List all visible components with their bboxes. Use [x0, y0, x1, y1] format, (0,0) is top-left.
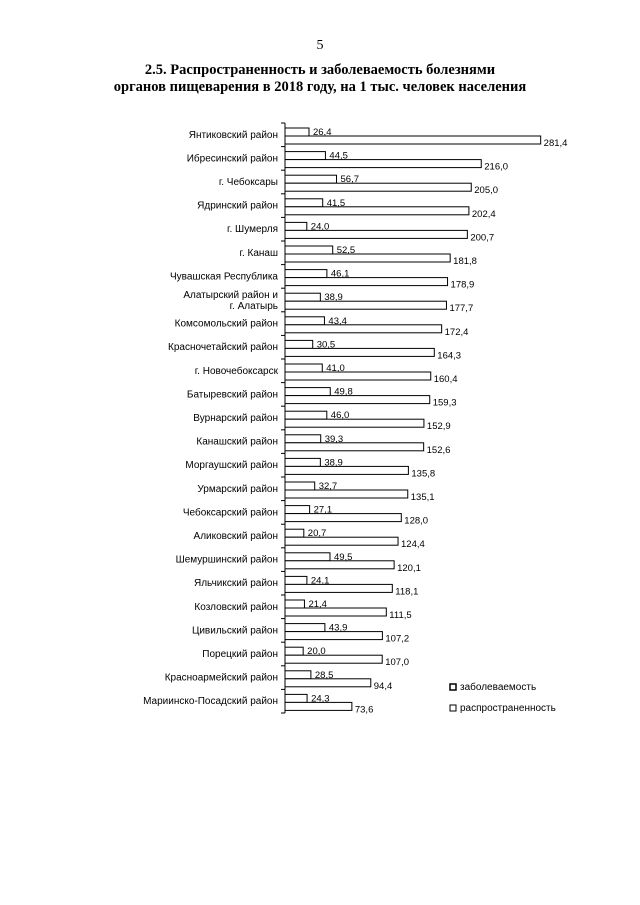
category-label: Яльчикский район — [194, 578, 278, 590]
category-label: Чувашская Республика — [170, 271, 278, 283]
bar-prevalence — [285, 254, 450, 262]
category-label: Чебоксарский район — [182, 507, 278, 519]
category-label: Ядринский район — [197, 200, 278, 212]
data-label-prevalence: 160,4 — [433, 374, 458, 385]
data-label-prevalence: 128,0 — [404, 515, 429, 527]
category-label: Аликовский район — [193, 531, 278, 542]
bar-prevalence — [285, 160, 481, 168]
data-label-prevalence: 152,9 — [426, 421, 451, 433]
bar-incidence — [285, 529, 304, 537]
data-label-prevalence: 124,4 — [401, 539, 425, 551]
data-label-incidence: 20,0 — [307, 646, 326, 658]
data-label-incidence: 43,4 — [328, 315, 347, 327]
data-label-incidence: 24,1 — [310, 575, 330, 587]
data-label-prevalence: 281,4 — [543, 138, 568, 149]
bar-prevalence — [285, 466, 408, 474]
data-label-incidence: 39,3 — [324, 433, 344, 445]
category-label: г. Алатырь — [229, 301, 278, 312]
data-label-incidence: 56,7 — [340, 174, 360, 186]
data-label-incidence: 44,5 — [329, 150, 348, 162]
bar-incidence — [285, 482, 315, 490]
data-label-incidence: 38,9 — [324, 457, 343, 469]
data-label-prevalence: 135,1 — [410, 492, 435, 503]
bar-prevalence — [285, 419, 424, 427]
data-label-prevalence: 152,6 — [426, 444, 451, 456]
data-label-prevalence: 164,3 — [437, 350, 462, 362]
data-label-prevalence: 107,0 — [385, 657, 410, 669]
data-label-incidence: 46,1 — [330, 268, 350, 280]
data-label-prevalence: 202,4 — [471, 208, 496, 220]
bar-incidence — [285, 647, 303, 655]
data-label-incidence: 43,9 — [328, 622, 348, 634]
bar-prevalence — [285, 396, 430, 404]
legend-swatch-incidence — [450, 684, 456, 690]
data-label-incidence: 27,1 — [313, 504, 333, 516]
bar-incidence — [285, 506, 310, 514]
data-label-incidence: 41,5 — [326, 197, 346, 209]
bar-incidence — [285, 671, 311, 679]
data-label-prevalence: 216,0 — [484, 161, 509, 173]
data-label-prevalence: 94,4 — [373, 680, 393, 692]
data-label-incidence: 41,0 — [326, 363, 345, 374]
bar-incidence — [285, 576, 307, 584]
category-label: Шемуршинский район — [175, 554, 278, 566]
category-label: г. Новочебоксарск — [194, 365, 278, 377]
category-label: г. Чебоксары — [218, 177, 278, 188]
bar-incidence — [285, 411, 327, 419]
data-label-incidence: 20,7 — [307, 528, 327, 540]
data-label-prevalence: 200,7 — [470, 232, 495, 244]
category-label: Ибресинский район — [186, 153, 278, 165]
bar-prevalence — [285, 514, 401, 522]
data-label-prevalence: 172,4 — [444, 326, 469, 338]
category-label: Козловский район — [194, 601, 278, 613]
data-label-incidence: 38,9 — [324, 292, 343, 304]
bar-incidence — [285, 293, 320, 301]
data-label-prevalence: 118,1 — [395, 586, 419, 598]
data-label-prevalence: 120,1 — [397, 562, 421, 574]
data-label-prevalence: 73,6 — [354, 704, 374, 716]
bar-incidence — [285, 435, 321, 443]
bar-prevalence — [285, 325, 442, 333]
data-label-incidence: 32,7 — [318, 481, 338, 492]
bar-incidence — [285, 364, 322, 372]
bar-incidence — [285, 624, 325, 632]
category-label: Янтиковский район — [188, 129, 278, 141]
chart-title-line-1: 2.5. Распространенность и заболеваемость болезнями — [144, 62, 496, 78]
chart-title-line-2: органов пищеварения в 2018 году, на 1 тыс. человек населения — [113, 79, 527, 95]
data-label-prevalence: 111,5 — [389, 610, 412, 621]
bar-incidence — [285, 175, 337, 183]
bar-incidence — [285, 600, 304, 608]
bar-incidence — [285, 553, 330, 561]
bar-incidence — [285, 317, 324, 325]
category-label: Вурнарский район — [193, 413, 278, 424]
legend-label-incidence: заболеваемость — [460, 682, 537, 693]
legend-label-prevalence: распространенность — [460, 703, 556, 714]
bar-incidence — [285, 270, 327, 278]
bar-incidence — [285, 199, 323, 207]
category-label: Порецкий район — [202, 649, 278, 660]
data-label-incidence: 52,5 — [336, 245, 356, 256]
data-label-prevalence: 177,7 — [449, 303, 474, 315]
category-label: Мариинско-Посадский район — [143, 696, 278, 708]
bar-incidence — [285, 128, 309, 136]
data-label-prevalence: 181,8 — [453, 256, 477, 267]
legend-swatch-prevalence — [450, 705, 456, 711]
bar-prevalence — [285, 183, 471, 191]
bar-prevalence — [285, 537, 398, 545]
bar-prevalence — [285, 443, 424, 451]
data-label-incidence: 24,3 — [311, 693, 330, 705]
data-label-prevalence: 107,2 — [385, 633, 410, 645]
category-label: Алатырский район и — [183, 290, 278, 301]
data-label-incidence: 28,5 — [314, 669, 334, 681]
data-label-incidence: 30,5 — [316, 339, 336, 351]
data-label-incidence: 21,4 — [308, 599, 327, 610]
bar-incidence — [285, 222, 307, 230]
data-label-incidence: 26,4 — [312, 127, 332, 138]
category-label: Урмарский район — [197, 483, 278, 495]
bar-prevalence — [285, 301, 446, 309]
category-label: Цивильский район — [191, 625, 278, 637]
category-label: Моргаушский район — [185, 460, 278, 472]
data-label-prevalence: 205,0 — [474, 185, 499, 197]
bar-prevalence — [285, 207, 469, 215]
data-label-prevalence: 135,8 — [411, 468, 436, 480]
category-label: Канашский район — [196, 436, 278, 448]
category-label: Комсомольский район — [174, 318, 278, 330]
bar-prevalence — [285, 655, 382, 663]
bar-incidence — [285, 458, 320, 466]
bar-incidence — [285, 246, 333, 254]
bar-incidence — [285, 152, 325, 160]
data-label-prevalence: 159,3 — [432, 397, 457, 409]
category-label: Красноармейский район — [164, 672, 278, 684]
bar-prevalence — [285, 348, 434, 356]
data-label-incidence: 49,8 — [334, 386, 353, 398]
data-label-incidence: 49,5 — [333, 551, 353, 563]
bar-incidence — [285, 694, 307, 702]
category-label: Красночетайский район — [168, 342, 278, 354]
bar-prevalence — [285, 584, 392, 592]
bar-prevalence — [285, 372, 431, 380]
category-label: г. Канаш — [239, 247, 278, 259]
bar-prevalence — [285, 490, 408, 498]
bar-incidence — [285, 340, 313, 348]
bar-prevalence — [285, 278, 448, 286]
category-label: Батыревский район — [186, 389, 278, 401]
data-label-incidence: 24,0 — [310, 221, 330, 233]
bar-prevalence — [285, 608, 386, 616]
data-label-prevalence: 178,9 — [450, 279, 475, 291]
category-label: г. Шумерля — [227, 224, 278, 236]
bar-incidence — [285, 388, 330, 396]
data-label-incidence: 46,0 — [330, 410, 350, 422]
page-number: 5 — [316, 38, 324, 53]
